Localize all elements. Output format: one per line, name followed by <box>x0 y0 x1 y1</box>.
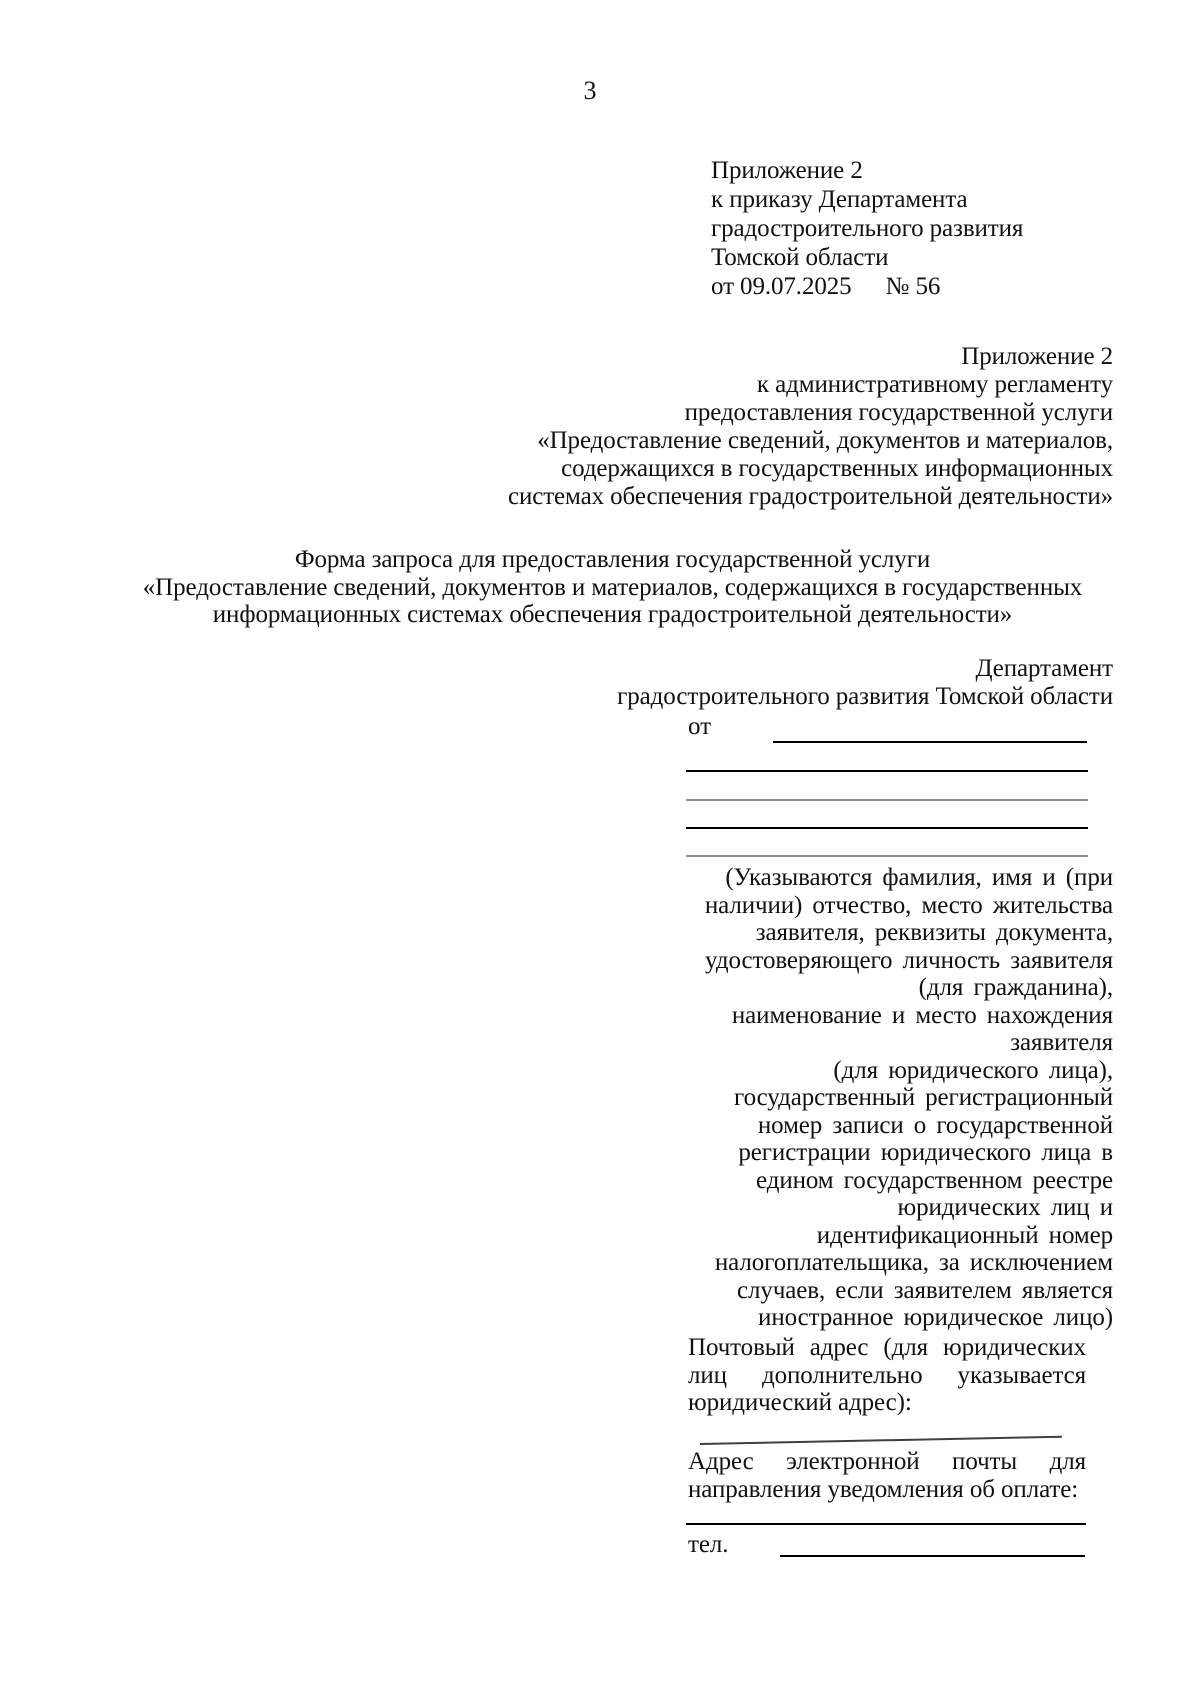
postal-note-line: Почтовый адрес (для юридических <box>688 1334 1086 1361</box>
appendix-regulation-line: предоставления государственной услуги <box>684 399 1113 426</box>
note-line: регистрации юридического лица в <box>738 1139 1113 1166</box>
postal-note-line: юридический адрес): <box>688 1389 912 1416</box>
note-line: удостоверяющего личность заявителя <box>705 946 1113 974</box>
fill-line-email <box>686 1523 1086 1525</box>
addressee-block <box>513 655 1113 711</box>
from-label: от <box>688 713 711 740</box>
note-line: юридических лиц и <box>897 1194 1113 1221</box>
appendix-regulation-line: содержащихся в государственных информационных <box>561 455 1113 482</box>
postal-note-line: лиц дополнительно указывается <box>688 1361 1086 1389</box>
applicant-note-block <box>573 864 1113 1332</box>
appendix-regulation-line: к административному регламенту <box>756 371 1113 398</box>
appendix-order-date-line <box>711 272 1023 301</box>
note-line: номер записи о государственной <box>757 1111 1113 1139</box>
appendix-order-line: Приложение 2 <box>711 157 863 184</box>
note-line: наличии) отчество, место жительства <box>704 891 1113 919</box>
appendix-regulation-block <box>413 343 1113 511</box>
note-line: едином государственном реестре <box>756 1166 1113 1194</box>
note-line: наименование и место нахождения <box>731 1001 1113 1029</box>
postal-note-block <box>688 1334 1086 1417</box>
fill-line-4 <box>686 855 1088 857</box>
email-note-block <box>688 1448 1086 1504</box>
fill-line-2 <box>686 799 1088 801</box>
appendix-order-block <box>711 156 1023 301</box>
note-line: случаев, если заявителем является <box>737 1276 1113 1304</box>
order-date: от 09.07.2025 <box>711 273 852 300</box>
appendix-order-line: Томской области <box>711 244 889 271</box>
note-line: идентификационный номер <box>816 1221 1113 1249</box>
note-line: иностранное юридическое лицо) <box>758 1304 1113 1331</box>
fill-line-1 <box>686 770 1088 772</box>
phone-label: тел. <box>688 1531 729 1558</box>
note-line: государственный регистрационный <box>734 1084 1113 1111</box>
order-number: № 56 <box>885 273 941 300</box>
appendix-regulation-line: Приложение 2 <box>961 343 1113 370</box>
note-line: (для юридического лица), <box>833 1056 1113 1084</box>
fill-line-postal <box>700 1436 1062 1445</box>
addressee-line: Департамент <box>975 655 1113 682</box>
fill-line-from <box>773 741 1087 743</box>
addressee-line: градостроительного развития Томской области <box>617 683 1113 710</box>
form-title-line: «Предоставление сведений, документов и материалов, содержащихся в государственных <box>142 573 1083 601</box>
note-line: заявителя <box>1010 1029 1113 1056</box>
email-note-line: Адрес электронной почты для <box>688 1448 1086 1475</box>
fill-line-3 <box>686 827 1088 829</box>
note-line: налогоплательщика, за исключением <box>714 1249 1113 1276</box>
note-line: (Указываются фамилия, имя и (при <box>725 864 1113 891</box>
note-line: заявителя, реквизиты документа, <box>755 919 1113 946</box>
page-number: 3 <box>583 76 597 105</box>
appendix-regulation-line: «Предоставление сведений, документов и материалов, <box>537 427 1113 454</box>
appendix-order-line: к приказу Департамента <box>711 186 968 213</box>
note-line: (для гражданина), <box>918 974 1113 1001</box>
fill-line-phone <box>780 1555 1085 1557</box>
form-title-line: Форма запроса для предоставления государственной услуги <box>294 546 931 573</box>
email-note-line: направления уведомления об оплате: <box>688 1476 1079 1503</box>
appendix-order-line: градостроительного развития <box>711 215 1024 242</box>
form-title-block <box>100 546 1125 629</box>
appendix-regulation-line: системах обеспечения градостроительной деятельности» <box>507 483 1113 510</box>
form-title-line: информационных системах обеспечения градостроительной деятельности» <box>212 601 1013 628</box>
